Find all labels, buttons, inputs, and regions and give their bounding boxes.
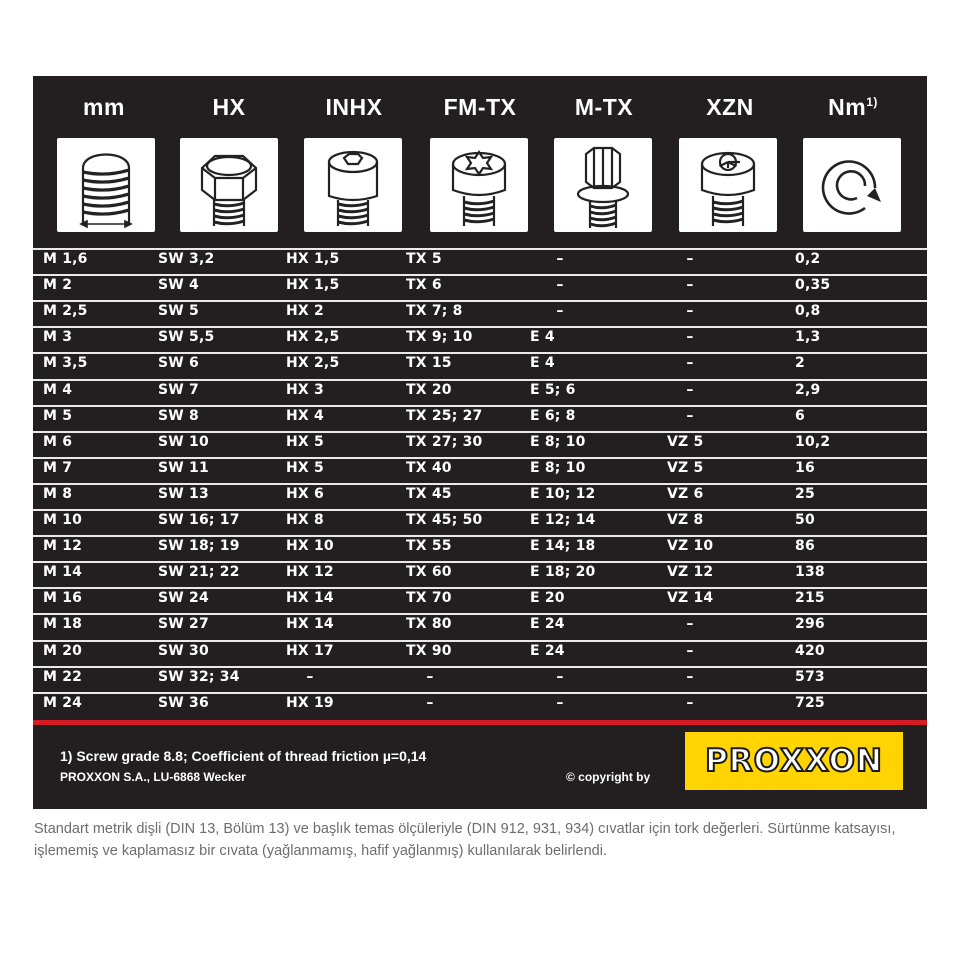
header-fm-tx xyxy=(430,94,530,121)
cell-inhx: HX 17 xyxy=(286,642,334,659)
cell-inhx: HX 14 xyxy=(286,590,334,607)
cell-size: M 10 xyxy=(43,512,83,528)
table-row xyxy=(33,379,927,399)
torque-table-panel xyxy=(33,76,927,809)
cell-fm-tx: TX 20 xyxy=(406,381,452,398)
cell-m-tx: E 5; 6 xyxy=(530,381,576,398)
cell-m-tx: E 24 xyxy=(530,616,565,633)
table-row xyxy=(33,483,927,503)
external-torx-icon xyxy=(554,138,652,232)
cell-m-tx: – xyxy=(556,303,564,320)
cell-xzn: – xyxy=(686,694,694,711)
cell-fm-tx: TX 15 xyxy=(406,355,452,372)
hex-bolt-icon xyxy=(180,138,278,232)
socket-head-icon xyxy=(304,138,402,232)
header-label: M-TX xyxy=(574,94,634,120)
cell-m-tx: E 24 xyxy=(530,642,565,659)
cell-m-tx: E 14; 18 xyxy=(530,538,596,555)
thread-icon xyxy=(57,138,155,232)
cell-hx: SW 30 xyxy=(158,642,209,659)
red-divider xyxy=(33,720,927,725)
table-row xyxy=(33,587,927,607)
cell-size: M 12 xyxy=(43,538,83,555)
cell-hx: SW 24 xyxy=(158,590,209,607)
cell-size: M 2 xyxy=(43,277,73,294)
cell-m-tx: E 20 xyxy=(530,590,565,607)
cell-inhx: – xyxy=(306,668,314,685)
cell-m-tx: E 18; 20 xyxy=(530,564,596,581)
torque-arrow-icon xyxy=(803,138,901,232)
cell-nm: 16 xyxy=(795,459,815,476)
cell-m-tx: E 4 xyxy=(530,355,555,372)
cell-hx: SW 18; 19 xyxy=(158,538,240,555)
cell-nm: 25 xyxy=(795,485,815,502)
header-xzn xyxy=(680,94,780,121)
cell-fm-tx: TX 7; 8 xyxy=(406,303,463,320)
header-mm xyxy=(54,94,154,121)
cell-size: M 4 xyxy=(43,381,73,398)
header-hx xyxy=(179,94,279,121)
cell-size: M 1,6 xyxy=(43,251,88,267)
table-row xyxy=(33,326,927,346)
cell-xzn: – xyxy=(686,407,694,424)
cell-hx: SW 4 xyxy=(158,277,199,294)
cell-m-tx: E 8; 10 xyxy=(530,433,586,450)
cell-size: M 22 xyxy=(43,668,83,685)
header-inhx xyxy=(304,94,404,121)
cell-xzn: VZ 14 xyxy=(667,590,714,607)
cell-hx: SW 8 xyxy=(158,407,199,424)
cell-xzn: VZ 5 xyxy=(667,459,704,476)
cell-inhx: HX 1,5 xyxy=(286,277,340,294)
cell-fm-tx: TX 80 xyxy=(406,616,452,633)
cell-xzn: VZ 8 xyxy=(667,512,704,528)
cell-m-tx: E 8; 10 xyxy=(530,459,586,476)
cell-fm-tx: TX 40 xyxy=(406,459,452,476)
cell-nm: 2,9 xyxy=(795,381,821,398)
cell-m-tx: – xyxy=(556,694,564,711)
cell-hx: SW 36 xyxy=(158,694,209,711)
cell-nm: 573 xyxy=(795,668,825,685)
table-row xyxy=(33,509,927,529)
cell-fm-tx: – xyxy=(426,668,434,685)
cell-nm: 1,3 xyxy=(795,329,821,346)
cell-xzn: VZ 6 xyxy=(667,485,704,502)
cell-nm: 0,2 xyxy=(795,251,821,267)
header-label: XZN xyxy=(706,94,754,120)
cell-m-tx: E 4 xyxy=(530,329,555,346)
cell-size: M 5 xyxy=(43,407,73,424)
cell-hx: SW 13 xyxy=(158,485,209,502)
cell-hx: SW 32; 34 xyxy=(158,668,240,685)
cell-size: M 7 xyxy=(43,459,73,476)
cell-inhx: HX 5 xyxy=(286,459,324,476)
table-row xyxy=(33,274,927,294)
cell-xzn: VZ 10 xyxy=(667,538,714,555)
cell-xzn: – xyxy=(686,642,694,659)
cell-nm: 6 xyxy=(795,407,805,424)
cell-size: M 3 xyxy=(43,329,73,346)
logo-text: PROXXON xyxy=(705,743,883,779)
cell-fm-tx: TX 27; 30 xyxy=(406,433,483,450)
table-row xyxy=(33,640,927,660)
proxxon-logo xyxy=(685,732,903,790)
cell-hx: SW 5,5 xyxy=(158,329,215,346)
cell-fm-tx: TX 55 xyxy=(406,538,452,555)
cell-hx: SW 6 xyxy=(158,355,199,372)
cell-fm-tx: TX 70 xyxy=(406,590,452,607)
cell-nm: 50 xyxy=(795,512,815,528)
cell-size: M 3,5 xyxy=(43,355,88,372)
cell-fm-tx: TX 60 xyxy=(406,564,452,581)
cell-hx: SW 16; 17 xyxy=(158,512,240,528)
table-row xyxy=(33,405,927,425)
table-row xyxy=(33,666,927,686)
footnote: 1) Screw grade 8.8; Coefficient of thread friction µ=0,14 xyxy=(60,748,427,764)
cell-fm-tx: TX 6 xyxy=(406,277,442,294)
cell-size: M 6 xyxy=(43,433,73,450)
cell-nm: 725 xyxy=(795,694,825,711)
xzn-head-icon xyxy=(679,138,777,232)
cell-fm-tx: TX 25; 27 xyxy=(406,407,483,424)
cell-m-tx: – xyxy=(556,668,564,685)
company-address: PROXXON S.A., LU-6868 Wecker xyxy=(60,770,246,784)
cell-hx: SW 5 xyxy=(158,303,199,320)
cell-inhx: HX 5 xyxy=(286,433,324,450)
cell-fm-tx: TX 45; 50 xyxy=(406,512,483,528)
cell-inhx: HX 12 xyxy=(286,564,334,581)
table-row xyxy=(33,431,927,451)
table-row xyxy=(33,561,927,581)
cell-hx: SW 7 xyxy=(158,381,199,398)
header-label: FM-TX xyxy=(443,94,517,120)
cell-inhx: HX 14 xyxy=(286,616,334,633)
cell-fm-tx: TX 9; 10 xyxy=(406,329,473,346)
cell-inhx: HX 2 xyxy=(286,303,324,320)
header-label: HX xyxy=(212,94,246,120)
cell-xzn: – xyxy=(686,329,694,346)
cell-hx: SW 27 xyxy=(158,616,209,633)
cell-nm: 138 xyxy=(795,564,825,581)
footnote-marker: 1) xyxy=(866,95,878,109)
cell-nm: 420 xyxy=(795,642,825,659)
cell-nm: 86 xyxy=(795,538,815,555)
cell-size: M 20 xyxy=(43,642,83,659)
cell-m-tx: E 6; 8 xyxy=(530,407,576,424)
table-row xyxy=(33,535,927,555)
cell-hx: SW 3,2 xyxy=(158,251,215,267)
cell-xzn: – xyxy=(686,251,694,267)
cell-fm-tx: TX 45 xyxy=(406,485,452,502)
cell-m-tx: – xyxy=(556,277,564,294)
cell-nm: 10,2 xyxy=(795,433,831,450)
copyright-text: © copyright by xyxy=(566,770,651,784)
cell-nm: 0,8 xyxy=(795,303,821,320)
cell-m-tx: E 10; 12 xyxy=(530,485,596,502)
cell-hx: SW 21; 22 xyxy=(158,564,240,581)
cell-inhx: HX 1,5 xyxy=(286,251,340,267)
caption: Standart metrik dişli (DIN 13, Bölüm 13) ve başlık temas ölçüleriyle (DIN 912, 931, 934) cıvatlar için tork değerleri. Sürtünme katsayısı, işlememiş ve kaplamasız bir cıvata (yağlanmamış, hafif yağlanmış) kullanılarak belirlendi. xyxy=(34,821,896,859)
cell-xzn: – xyxy=(686,668,694,685)
cell-inhx: HX 6 xyxy=(286,485,324,502)
header-label: mm xyxy=(83,94,125,120)
header-row xyxy=(33,94,927,128)
cell-xzn: – xyxy=(686,303,694,320)
cell-m-tx: – xyxy=(556,251,564,267)
table-row xyxy=(33,352,927,372)
cell-xzn: – xyxy=(686,355,694,372)
cell-nm: 0,35 xyxy=(795,277,831,294)
table-row xyxy=(33,248,927,268)
cell-inhx: HX 10 xyxy=(286,538,334,555)
cell-hx: SW 10 xyxy=(158,433,209,450)
header-nm xyxy=(803,94,903,121)
cell-inhx: HX 4 xyxy=(286,407,324,424)
cell-inhx: HX 2,5 xyxy=(286,329,340,346)
cell-fm-tx: – xyxy=(426,694,434,711)
cell-nm: 296 xyxy=(795,616,825,633)
cell-inhx: HX 2,5 xyxy=(286,355,340,372)
cell-xzn: VZ 5 xyxy=(667,433,704,450)
table-row xyxy=(33,692,927,712)
header-label: Nm xyxy=(828,94,867,120)
cell-xzn: – xyxy=(686,616,694,633)
table-row xyxy=(33,613,927,633)
cell-inhx: HX 3 xyxy=(286,381,324,398)
cell-size: M 14 xyxy=(43,564,83,581)
cell-hx: SW 11 xyxy=(158,459,209,476)
cell-size: M 18 xyxy=(43,616,83,633)
cell-xzn: VZ 12 xyxy=(667,564,714,581)
cell-size: M 16 xyxy=(43,590,83,607)
torx-head-icon xyxy=(430,138,528,232)
cell-nm: 215 xyxy=(795,590,825,607)
table-row xyxy=(33,457,927,477)
cell-fm-tx: TX 90 xyxy=(406,642,452,659)
cell-xzn: – xyxy=(686,381,694,398)
cell-fm-tx: TX 5 xyxy=(406,251,442,267)
cell-inhx: HX 19 xyxy=(286,694,334,711)
cell-xzn: – xyxy=(686,277,694,294)
cell-size: M 8 xyxy=(43,485,73,502)
header-label: INHX xyxy=(325,94,383,120)
header-m-tx xyxy=(554,94,654,121)
cell-size: M 24 xyxy=(43,694,83,711)
cell-size: M 2,5 xyxy=(43,303,88,320)
cell-m-tx: E 12; 14 xyxy=(530,512,596,528)
table-row xyxy=(33,300,927,320)
cell-inhx: HX 8 xyxy=(286,512,324,528)
cell-nm: 2 xyxy=(795,355,805,372)
